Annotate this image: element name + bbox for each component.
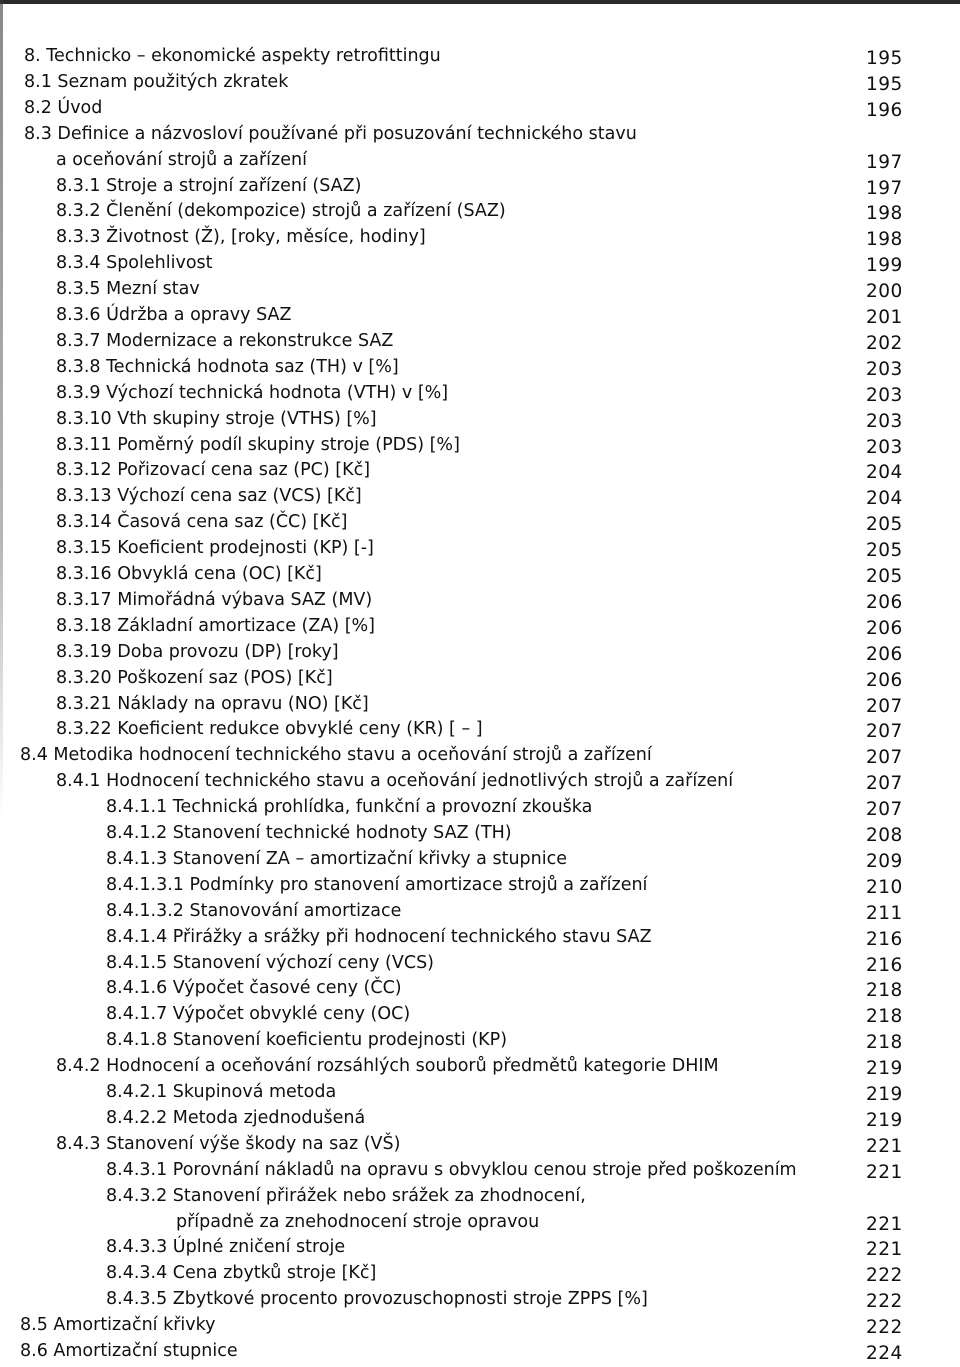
toc-entry [0,433,960,459]
toc-entry [0,536,960,562]
toc-entry-page: 203 [866,436,903,458]
toc-entry-page: 207 [866,721,903,743]
toc-entry [0,1158,960,1184]
toc-entry-page: 219 [866,1109,903,1131]
toc-entry [0,951,960,977]
toc-entry-title: 8.2 Úvod [24,97,103,118]
toc-entry-title: 8.4 Metodika hodnocení technického stavu a oceňování strojů a zařízení [20,745,652,766]
toc-entry-title: a oceňování strojů a zařízení [56,149,307,170]
toc-entry-page: 216 [866,928,903,950]
toc-entry [0,122,960,148]
toc-entry-title: 8. Technicko – ekonomické aspekty retrofittingu [24,46,441,66]
toc-entry-title: 8.1 Seznam použitých zkratek [24,71,289,92]
toc-entry [0,1028,960,1054]
toc-entry-title: 8.4.3.3 Úplné zničení stroje [106,1237,346,1258]
toc-entry-title: 8.4.3.5 Zbytkové procento provozuschopnosti stroje ZPPS [%] [106,1289,648,1310]
toc-entry-title: 8.3.6 Údržba a opravy SAZ [56,305,292,325]
toc-entry [0,225,960,251]
toc-entry-page: 195 [866,48,903,69]
toc-entry-page: 207 [866,747,903,769]
toc-entry-title: 8.4.1.3 Stanovení ZA – amortizační křivky a stupnice [106,848,567,869]
toc-entry [0,1002,960,1028]
toc-entry [0,614,960,640]
toc-entry-title: 8.3.2 Členění (dekompozice) strojů a zařízení (SAZ) [56,201,506,222]
toc-entry [0,717,960,743]
toc-entry-title: 8.3.10 Vth skupiny stroje (VTHS) [%] [56,408,377,429]
toc-entry [0,562,960,588]
toc-entry-title: 8.4.2.1 Skupinová metoda [106,1082,337,1102]
toc-entry-title: 8.3.11 Poměrný podíl skupiny stroje (PDS) [%] [56,434,460,455]
toc-entry-title: 8.3.8 Technická hodnota saz (TH) v [%] [56,356,399,377]
toc-entry-page: 206 [866,643,903,665]
toc-entry-page: 208 [866,825,903,846]
toc-entry-page: 197 [866,151,903,173]
toc-entry [0,1106,960,1132]
toc-entry-page: 206 [866,591,903,613]
toc-entry [0,303,960,329]
toc-entry [0,355,960,381]
toc-entry [0,769,960,795]
toc-entry [0,1261,960,1287]
toc-entry-title: 8.5 Amortizační křivky [20,1315,216,1336]
toc-entry-title: 8.3.15 Koeficient prodejnosti (KP) [-] [56,538,374,559]
toc-entry-title: 8.4.2.2 Metoda zjednodušená [106,1107,366,1128]
toc-entry [0,458,960,484]
toc-entry-page: 196 [866,99,903,121]
toc-entry-title: 8.3.20 Poškození saz (POS) [Kč] [56,667,333,688]
toc-entry-title: 8.3.14 Časová cena saz (ČC) [Kč] [56,512,348,533]
toc-entry [0,1339,960,1365]
toc-entry-page: 218 [866,1032,903,1054]
toc-entry-title: 8.4.1.8 Stanovení koeficientu prodejnosti (KP) [106,1030,508,1051]
toc-entry-title: 8.3.1 Stroje a strojní zařízení (SAZ) [56,175,362,196]
toc-entry-page: 198 [866,229,903,251]
toc-entry [0,199,960,225]
toc-entry-page: 206 [866,669,903,691]
toc-entry-page: 218 [866,1006,903,1028]
toc-entry [0,484,960,510]
toc-entry-title: 8.4.1.7 Výpočet obvyklé ceny (OC) [106,1004,411,1025]
toc-entry-title: 8.3.12 Pořizovací cena saz (PC) [Kč] [56,460,371,481]
toc-entry [0,925,960,951]
toc-entry-page: 219 [866,1084,903,1105]
toc-entry-page: 207 [866,799,903,821]
toc-entry [0,510,960,536]
toc-entry-title: případně za znehodnocení stroje opravou [176,1211,540,1232]
toc-entry-page: 222 [866,1291,903,1313]
toc-entry [0,640,960,666]
toc-entry-page: 219 [866,1058,903,1080]
toc-entry [0,847,960,873]
toc-entry-page: 207 [866,773,903,795]
toc-entry [0,381,960,407]
toc-entry-page: 206 [866,617,903,639]
toc-entry-title: 8.4.1 Hodnocení technického stavu a oceňování jednotlivých strojů a zařízení [56,771,734,792]
toc-entry [0,821,960,847]
toc-entry-page: 207 [866,695,903,717]
toc-entry-page: 203 [866,410,903,432]
toc-entry-title: 8.4.1.5 Stanovení výchozí ceny (VCS) [106,952,435,973]
toc-entry [0,1080,960,1106]
toc-entry [0,96,960,122]
toc-entry-title: 8.3.7 Modernizace a rekonstrukce SAZ [56,330,394,351]
toc-entry-page: 210 [866,876,903,898]
toc-entry-title: 8.3.17 Mimořádná výbava SAZ (MV) [56,589,373,610]
toc-entry [0,174,960,200]
toc-entry-title: 8.4.3.2 Stanovení přirážek nebo srážek za zhodnocení, [106,1185,586,1206]
toc-entry-title: 8.3.5 Mezní stav [56,279,200,300]
toc-entry-page: 202 [866,332,903,354]
toc-entry-page: 205 [866,514,903,536]
toc-entry [0,1184,960,1210]
toc-entry [0,873,960,899]
toc-entry-title: 8.4.1.3.1 Podmínky pro stanovení amortizace strojů a zařízení [106,874,648,895]
toc-entry-title: 8.4.1.2 Stanovení technické hodnoty SAZ (TH) [106,823,512,843]
toc-entry [0,1235,960,1261]
toc-entry-title: 8.4.1.6 Výpočet časové ceny (ČC) [106,978,402,999]
toc-entry [0,666,960,692]
toc-entry-page: 205 [866,566,903,587]
toc-entry-title: 8.3.4 Spolehlivost [56,253,213,274]
toc-entry-page: 195 [866,73,903,95]
toc-entry [0,148,960,174]
toc-entry-page: 224 [866,1343,903,1364]
toc-entry-title: 8.3.22 Koeficient redukce obvyklé ceny (KR) [ – ] [56,719,483,740]
toc-entry [0,1054,960,1080]
toc-entry-title: 8.3 Definice a názvosloví používané při posuzování technického stavu [24,123,637,144]
toc-entry-title: 8.3.3 Životnost (Ž), [roky, měsíce, hodiny] [56,227,426,248]
toc-entry [0,44,960,70]
toc-entry [0,407,960,433]
toc-entry-page: 201 [866,307,903,328]
toc-entry [0,1313,960,1339]
toc-entry-page: 204 [866,488,903,510]
toc-entry-title: 8.3.19 Doba provozu (DP) [roky] [56,641,339,662]
toc-entry-title: 8.6 Amortizační stupnice [20,1341,238,1361]
toc-entry [0,743,960,769]
toc-entry-page: 216 [866,954,903,976]
toc-entry [0,251,960,277]
scan-edge-top [0,0,960,4]
toc-entry [0,692,960,718]
toc-entry-title: 8.3.9 Výchozí technická hodnota (VTH) v [%] [56,382,449,403]
toc-entry-page: 209 [866,850,903,872]
toc-entry [0,277,960,303]
toc-entry-title: 8.3.18 Základní amortizace (ZA) [%] [56,615,375,636]
toc-entry-title: 8.4.1.1 Technická prohlídka, funkční a provozní zkouška [106,797,593,818]
toc-entry-title: 8.3.21 Náklady na opravu (NO) [Kč] [56,693,369,714]
toc-entry-page: 200 [866,281,903,303]
toc-entry-title: 8.4.3 Stanovení výše škody na saz (VŠ) [56,1133,401,1154]
toc-entry-page: 221 [866,1239,903,1261]
toc-entry-title: 8.3.16 Obvyklá cena (OC) [Kč] [56,564,322,584]
toc-entry-page: 221 [866,1161,903,1183]
toc-entry-page: 203 [866,358,903,380]
toc-entry-title: 8.4.3.1 Porovnání nákladů na opravu s obvyklou cenou stroje před poškozením [106,1159,797,1180]
toc-entry-title: 8.4.2 Hodnocení a oceňování rozsáhlých souborů předmětů kategorie DHIM [56,1056,719,1077]
toc-entry-page: 221 [866,1213,903,1235]
toc-entry [0,329,960,355]
toc-entry-page: 199 [866,255,903,277]
toc-entry-title: 8.4.1.4 Přirážky a srážky při hodnocení technického stavu SAZ [106,926,652,947]
toc-entry [0,899,960,925]
toc-entry-page: 205 [866,540,903,562]
toc-entry-page: 222 [866,1317,903,1339]
toc-entry [0,1287,960,1313]
toc-entry [0,1132,960,1158]
toc-entry-title: 8.4.1.3.2 Stanovování amortizace [106,900,402,921]
toc-entry-page: 204 [866,462,903,484]
toc-entry-title: 8.4.3.4 Cena zbytků stroje [Kč] [106,1263,377,1284]
toc-entry-page: 222 [866,1265,903,1287]
toc-entry-page: 221 [866,1135,903,1157]
toc-entry-title: 8.3.13 Výchozí cena saz (VCS) [Kč] [56,486,362,507]
toc-entry-page: 218 [866,980,903,1002]
toc-entry-page: 197 [866,177,903,199]
toc-entry [0,795,960,821]
toc-entry [0,1210,960,1236]
toc-entry-page: 211 [866,902,903,924]
toc-entry-page: 203 [866,384,903,406]
toc-entry-page: 198 [866,203,903,225]
toc-entry [0,588,960,614]
toc-entry [0,70,960,96]
toc-entry [0,976,960,1002]
